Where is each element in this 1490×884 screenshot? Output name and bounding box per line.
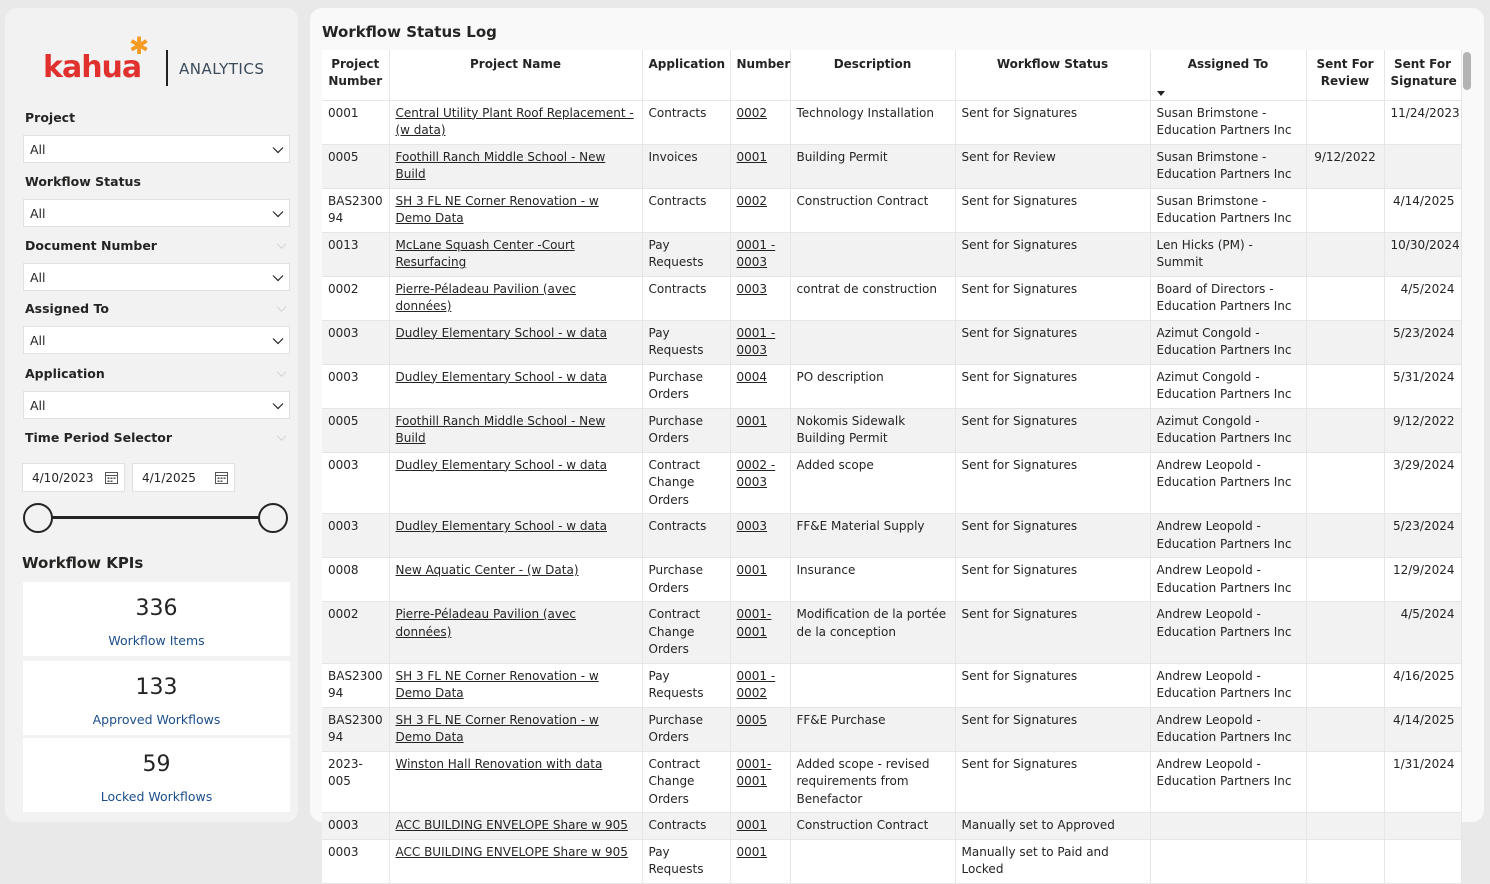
sent-for-signature-cell: 5/23/2024 xyxy=(1384,514,1461,558)
description-cell: Technology Installation xyxy=(790,100,955,144)
sent-for-signature-cell: 9/12/2022 xyxy=(1384,408,1461,452)
application-dropdown[interactable] xyxy=(23,391,290,419)
sent-for-review-cell xyxy=(1306,408,1384,452)
kpi-label: Approved Workflows xyxy=(92,712,221,727)
description-cell: PO description xyxy=(790,364,955,408)
kpi-card-workflow-items xyxy=(23,582,290,656)
column-header-label: Assigned To xyxy=(1187,57,1269,71)
kahua-analytics-logo xyxy=(43,32,265,88)
sent-for-review-cell xyxy=(1306,452,1384,514)
column-header[interactable]: Project Number xyxy=(322,50,389,100)
document-number-dropdown-value: All xyxy=(30,270,46,285)
assigned-to-cell: Andrew Leopold - Education Partners Inc xyxy=(1150,751,1306,813)
filter-panel xyxy=(5,8,298,822)
assigned-to-cell: Azimut Congold - Education Partners Inc xyxy=(1150,408,1306,452)
application-cell: Purchase Orders xyxy=(642,558,730,602)
assigned-to-cell: Andrew Leopold - Education Partners Inc xyxy=(1150,602,1306,664)
sent-for-review-cell xyxy=(1306,364,1384,408)
table-row[interactable] xyxy=(322,813,1461,840)
document-number-link[interactable]: 0001 xyxy=(730,408,790,452)
assigned-to-cell: Andrew Leopold - Education Partners Inc xyxy=(1150,663,1306,707)
description-cell: Modification de la portée de la conception xyxy=(790,602,955,664)
chevron-down-icon xyxy=(273,336,283,346)
date-range-end-handle[interactable] xyxy=(258,503,288,533)
application-cell: Purchase Orders xyxy=(642,364,730,408)
table-row[interactable] xyxy=(322,276,1461,320)
application-cell: Purchase Orders xyxy=(642,707,730,751)
date-range-start-handle[interactable] xyxy=(23,503,53,533)
workflow-status-cell: Sent for Signatures xyxy=(955,320,1150,364)
description-cell: FF&E Material Supply xyxy=(790,514,955,558)
end-date-value: 4/1/2025 xyxy=(142,471,196,485)
project-number-cell: 0003 xyxy=(322,514,389,558)
workflow-status-filter-label: Workflow Status xyxy=(25,174,141,189)
table-row[interactable] xyxy=(322,452,1461,514)
workflow-status-cell: Sent for Review xyxy=(955,144,1150,188)
analytics-label: ANALYTICS xyxy=(179,60,265,78)
start-date-input[interactable] xyxy=(22,463,125,492)
workflow-status-cell: Sent for Signatures xyxy=(955,232,1150,276)
project-dropdown[interactable] xyxy=(23,135,290,163)
description-cell: Building Permit xyxy=(790,144,955,188)
kpi-value: 133 xyxy=(135,675,178,700)
project-number-cell: BAS2300 94 xyxy=(322,707,389,751)
sent-for-review-cell xyxy=(1306,839,1384,883)
sent-for-review-cell xyxy=(1306,707,1384,751)
description-cell: Nokomis Sidewalk Building Permit xyxy=(790,408,955,452)
sent-for-signature-cell: 12/9/2024 xyxy=(1384,558,1461,602)
project-number-cell: 0002 xyxy=(322,276,389,320)
project-name-link[interactable]: Foothill Ranch Middle School - New Build xyxy=(389,408,642,452)
table-row[interactable] xyxy=(322,144,1461,188)
sent-for-review-cell xyxy=(1306,232,1384,276)
table-header-row xyxy=(322,50,1461,100)
document-number-dropdown[interactable] xyxy=(23,263,290,291)
workflow-status-cell: Sent for Signatures xyxy=(955,751,1150,813)
description-cell xyxy=(790,663,955,707)
table-row[interactable] xyxy=(322,100,1461,144)
kpi-card-locked-workflows xyxy=(23,738,290,812)
project-name-link[interactable]: Pierre-Péladeau Pavilion (avec données) xyxy=(389,602,642,664)
assigned-to-cell: Andrew Leopold - Education Partners Inc xyxy=(1150,514,1306,558)
project-dropdown-value: All xyxy=(30,142,46,157)
sent-for-review-cell xyxy=(1306,514,1384,558)
assigned-to-cell: Andrew Leopold - Education Partners Inc xyxy=(1150,707,1306,751)
clear-filter-icon[interactable] xyxy=(277,304,286,313)
start-date-value: 4/10/2023 xyxy=(32,471,94,485)
project-name-link[interactable]: ACC BUILDING ENVELOPE Share w 905 xyxy=(389,813,642,840)
assigned-to-cell: Andrew Leopold - Education Partners Inc xyxy=(1150,452,1306,514)
table-row[interactable] xyxy=(322,514,1461,558)
project-name-link[interactable]: Dudley Elementary School - w data xyxy=(389,514,642,558)
sent-for-review-cell xyxy=(1306,558,1384,602)
document-number-link[interactable]: 0001 - 0003 xyxy=(730,320,790,364)
document-number-link[interactable]: 0001 xyxy=(730,558,790,602)
workflow-status-cell: Sent for Signatures xyxy=(955,514,1150,558)
workflow-status-cell: Sent for Signatures xyxy=(955,707,1150,751)
sent-for-signature-cell xyxy=(1384,813,1461,840)
date-range-slider-track[interactable] xyxy=(43,516,278,519)
table-body xyxy=(322,100,1461,883)
sent-for-signature-cell: 4/16/2025 xyxy=(1384,663,1461,707)
application-cell: Contract Change Orders xyxy=(642,602,730,664)
project-number-cell: 0003 xyxy=(322,813,389,840)
column-header-assigned-to[interactable] xyxy=(1150,50,1306,100)
workflow-status-cell: Sent for Signatures xyxy=(955,100,1150,144)
sent-for-signature-cell: 4/14/2025 xyxy=(1384,707,1461,751)
sent-for-signature-cell: 4/14/2025 xyxy=(1384,188,1461,232)
description-cell: contrat de construction xyxy=(790,276,955,320)
workflow-status-dropdown[interactable] xyxy=(23,199,290,227)
description-cell: Added scope xyxy=(790,452,955,514)
document-number-link[interactable]: 0004 xyxy=(730,364,790,408)
column-header[interactable]: Description xyxy=(790,50,955,100)
application-cell: Pay Requests xyxy=(642,320,730,364)
assigned-to-cell: Len Hicks (PM) - Summit xyxy=(1150,232,1306,276)
workflow-status-cell: Sent for Signatures xyxy=(955,364,1150,408)
assigned-to-cell: Andrew Leopold - Education Partners Inc xyxy=(1150,558,1306,602)
assigned-to-cell: Susan Brimstone - Education Partners Inc xyxy=(1150,100,1306,144)
application-cell: Contracts xyxy=(642,276,730,320)
project-number-cell: 0003 xyxy=(322,452,389,514)
project-name-link[interactable]: New Aquatic Center - (w Data) xyxy=(389,558,642,602)
kahua-wordmark: kahua xyxy=(43,50,142,85)
table-row[interactable] xyxy=(322,232,1461,276)
document-number-link[interactable]: 0002 xyxy=(730,188,790,232)
end-date-input[interactable] xyxy=(132,463,235,492)
logo-divider xyxy=(166,50,168,86)
sent-for-signature-cell: 1/31/2024 xyxy=(1384,751,1461,813)
description-cell xyxy=(790,839,955,883)
workflow-status-cell: Sent for Signatures xyxy=(955,558,1150,602)
chevron-down-icon xyxy=(273,401,283,411)
project-number-cell: 0003 xyxy=(322,320,389,364)
description-cell: Construction Contract xyxy=(790,813,955,840)
sent-for-signature-cell: 4/5/2024 xyxy=(1384,602,1461,664)
assigned-to-cell: Susan Brimstone - Education Partners Inc xyxy=(1150,188,1306,232)
sent-for-signature-cell xyxy=(1384,144,1461,188)
table-row[interactable] xyxy=(322,707,1461,751)
application-cell: Contracts xyxy=(642,100,730,144)
sent-for-review-cell xyxy=(1306,663,1384,707)
project-name-link[interactable]: Foothill Ranch Middle School - New Build xyxy=(389,144,642,188)
document-number-link[interactable]: 0001-0001 xyxy=(730,751,790,813)
assigned-to-cell xyxy=(1150,839,1306,883)
kpi-value: 59 xyxy=(142,752,171,777)
project-number-cell: 2023-005 xyxy=(322,751,389,813)
assigned-to-dropdown-value: All xyxy=(30,333,46,348)
project-number-cell: 0005 xyxy=(322,144,389,188)
sent-for-review-cell xyxy=(1306,602,1384,664)
column-header[interactable]: Workflow Status xyxy=(955,50,1150,100)
project-number-cell: 0003 xyxy=(322,839,389,883)
description-cell: Construction Contract xyxy=(790,188,955,232)
calendar-icon[interactable] xyxy=(105,471,118,484)
clear-filter-icon[interactable] xyxy=(277,433,286,442)
sent-for-review-cell xyxy=(1306,813,1384,840)
kpi-label: Workflow Items xyxy=(108,633,205,648)
vertical-scrollbar[interactable] xyxy=(1463,52,1471,90)
sent-for-signature-cell: 5/23/2024 xyxy=(1384,320,1461,364)
assigned-to-cell: Board of Directors - Education Partners Inc xyxy=(1150,276,1306,320)
document-number-link[interactable]: 0001 - 0002 xyxy=(730,663,790,707)
column-header[interactable]: Sent For Review xyxy=(1306,50,1384,100)
sent-for-review-cell xyxy=(1306,320,1384,364)
project-name-link[interactable]: Dudley Elementary School - w data xyxy=(389,320,642,364)
clear-filter-icon[interactable] xyxy=(277,241,286,250)
workflow-log-panel xyxy=(310,8,1484,876)
workflow-status-cell: Sent for Signatures xyxy=(955,408,1150,452)
sent-for-signature-cell: 11/24/2023 xyxy=(1384,100,1461,144)
application-cell: Contract Change Orders xyxy=(642,452,730,514)
kpi-section-title: Workflow KPIs xyxy=(22,554,144,572)
document-number-link[interactable]: 0001 - 0003 xyxy=(730,232,790,276)
document-number-filter-label: Document Number xyxy=(25,238,157,253)
kahua-star-icon: ✱ xyxy=(129,32,150,60)
project-name-link[interactable]: ACC BUILDING ENVELOPE Share w 905 xyxy=(389,839,642,883)
table-row[interactable] xyxy=(322,663,1461,707)
clear-filter-icon[interactable] xyxy=(277,369,286,378)
chevron-down-icon xyxy=(273,145,283,155)
workflow-status-dropdown-value: All xyxy=(30,206,46,221)
assigned-to-filter-label: Assigned To xyxy=(25,301,109,316)
application-dropdown-value: All xyxy=(30,398,46,413)
application-cell: Pay Requests xyxy=(642,232,730,276)
sent-for-review-cell: 9/12/2022 xyxy=(1306,144,1384,188)
table-row[interactable] xyxy=(322,751,1461,813)
document-number-link[interactable]: 0003 xyxy=(730,514,790,558)
assigned-to-cell: Azimut Congold - Education Partners Inc xyxy=(1150,320,1306,364)
description-cell xyxy=(790,320,955,364)
project-name-link[interactable]: Winston Hall Renovation with data xyxy=(389,751,642,813)
sent-for-review-cell xyxy=(1306,751,1384,813)
table-title: Workflow Status Log xyxy=(322,23,497,41)
application-cell: Contracts xyxy=(642,188,730,232)
table-row[interactable] xyxy=(322,558,1461,602)
document-number-link[interactable]: 0003 xyxy=(730,276,790,320)
column-header[interactable]: Sent For Signature xyxy=(1384,50,1461,100)
workflow-status-cell: Manually set to Approved xyxy=(955,813,1150,840)
project-number-cell: 0003 xyxy=(322,364,389,408)
table-row[interactable] xyxy=(322,364,1461,408)
workflow-status-cell: Sent for Signatures xyxy=(955,663,1150,707)
project-number-cell: 0005 xyxy=(322,408,389,452)
document-number-link[interactable]: 0001 xyxy=(730,839,790,883)
sent-for-signature-cell: 3/29/2024 xyxy=(1384,452,1461,514)
sent-for-signature-cell xyxy=(1384,839,1461,883)
chevron-down-icon xyxy=(273,209,283,219)
assigned-to-cell: Susan Brimstone - Education Partners Inc xyxy=(1150,144,1306,188)
application-cell: Invoices xyxy=(642,144,730,188)
application-cell: Purchase Orders xyxy=(642,408,730,452)
project-filter-label: Project xyxy=(25,110,76,125)
application-cell: Contracts xyxy=(642,514,730,558)
column-header[interactable]: Project Name xyxy=(389,50,642,100)
sent-for-review-cell xyxy=(1306,276,1384,320)
project-name-link[interactable]: Dudley Elementary School - w data xyxy=(389,364,642,408)
workflow-status-cell: Sent for Signatures xyxy=(955,452,1150,514)
project-number-cell: 0013 xyxy=(322,232,389,276)
project-name-link[interactable]: Central Utility Plant Roof Replacement - (w data) xyxy=(389,100,642,144)
assigned-to-cell: Azimut Congold - Education Partners Inc xyxy=(1150,364,1306,408)
table-row[interactable] xyxy=(322,839,1461,883)
workflow-status-cell: Sent for Signatures xyxy=(955,188,1150,232)
description-cell: FF&E Purchase xyxy=(790,707,955,751)
column-header[interactable]: Application xyxy=(642,50,730,100)
description-cell: Insurance xyxy=(790,558,955,602)
project-name-link[interactable]: SH 3 FL NE Corner Renovation - w Demo Data xyxy=(389,707,642,751)
project-name-link[interactable]: SH 3 FL NE Corner Renovation - w Demo Data xyxy=(389,188,642,232)
workflow-status-cell: Manually set to Paid and Locked xyxy=(955,839,1150,883)
table-row[interactable] xyxy=(322,602,1461,664)
table-row[interactable] xyxy=(322,188,1461,232)
description-cell xyxy=(790,232,955,276)
document-number-link[interactable]: 0002 xyxy=(730,100,790,144)
assigned-to-cell xyxy=(1150,813,1306,840)
sort-descending-icon xyxy=(1157,91,1165,96)
column-header[interactable]: Number xyxy=(730,50,790,100)
document-number-link[interactable]: 0001 xyxy=(730,813,790,840)
time-period-filter-label: Time Period Selector xyxy=(25,430,173,445)
application-filter-label: Application xyxy=(25,366,105,381)
document-number-link[interactable]: 0005 xyxy=(730,707,790,751)
project-number-cell: 0008 xyxy=(322,558,389,602)
document-number-link[interactable]: 0002 - 0003 xyxy=(730,452,790,514)
application-cell: Contract Change Orders xyxy=(642,751,730,813)
sent-for-signature-cell: 4/5/2024 xyxy=(1384,276,1461,320)
project-number-cell: BAS2300 94 xyxy=(322,663,389,707)
project-name-link[interactable]: Pierre-Péladeau Pavilion (avec données) xyxy=(389,276,642,320)
workflow-status-table[interactable] xyxy=(322,50,1462,876)
chevron-down-icon xyxy=(273,273,283,283)
application-cell: Pay Requests xyxy=(642,839,730,883)
project-number-cell: 0001 xyxy=(322,100,389,144)
kpi-label: Locked Workflows xyxy=(100,789,213,804)
document-number-link[interactable]: 0001-0001 xyxy=(730,602,790,664)
kpi-value: 336 xyxy=(135,596,178,621)
sent-for-signature-cell: 10/30/2024 xyxy=(1384,232,1461,276)
application-cell: Pay Requests xyxy=(642,663,730,707)
calendar-icon[interactable] xyxy=(215,471,228,484)
sent-for-review-cell xyxy=(1306,188,1384,232)
kpi-card-approved-workflows xyxy=(23,661,290,735)
workflow-status-cell: Sent for Signatures xyxy=(955,602,1150,664)
project-number-cell: 0002 xyxy=(322,602,389,664)
project-name-link[interactable]: SH 3 FL NE Corner Renovation - w Demo Data xyxy=(389,663,642,707)
assigned-to-dropdown[interactable] xyxy=(23,326,290,354)
project-name-link[interactable]: McLane Squash Center -Court Resurfacing xyxy=(389,232,642,276)
table-row[interactable] xyxy=(322,320,1461,364)
description-cell: Added scope - revised requirements from Benefactor xyxy=(790,751,955,813)
workflow-status-cell: Sent for Signatures xyxy=(955,276,1150,320)
sent-for-review-cell xyxy=(1306,100,1384,144)
document-number-link[interactable]: 0001 xyxy=(730,144,790,188)
project-number-cell: BAS2300 94 xyxy=(322,188,389,232)
application-cell: Contracts xyxy=(642,813,730,840)
sent-for-signature-cell: 5/31/2024 xyxy=(1384,364,1461,408)
table-row[interactable] xyxy=(322,408,1461,452)
project-name-link[interactable]: Dudley Elementary School - w data xyxy=(389,452,642,514)
